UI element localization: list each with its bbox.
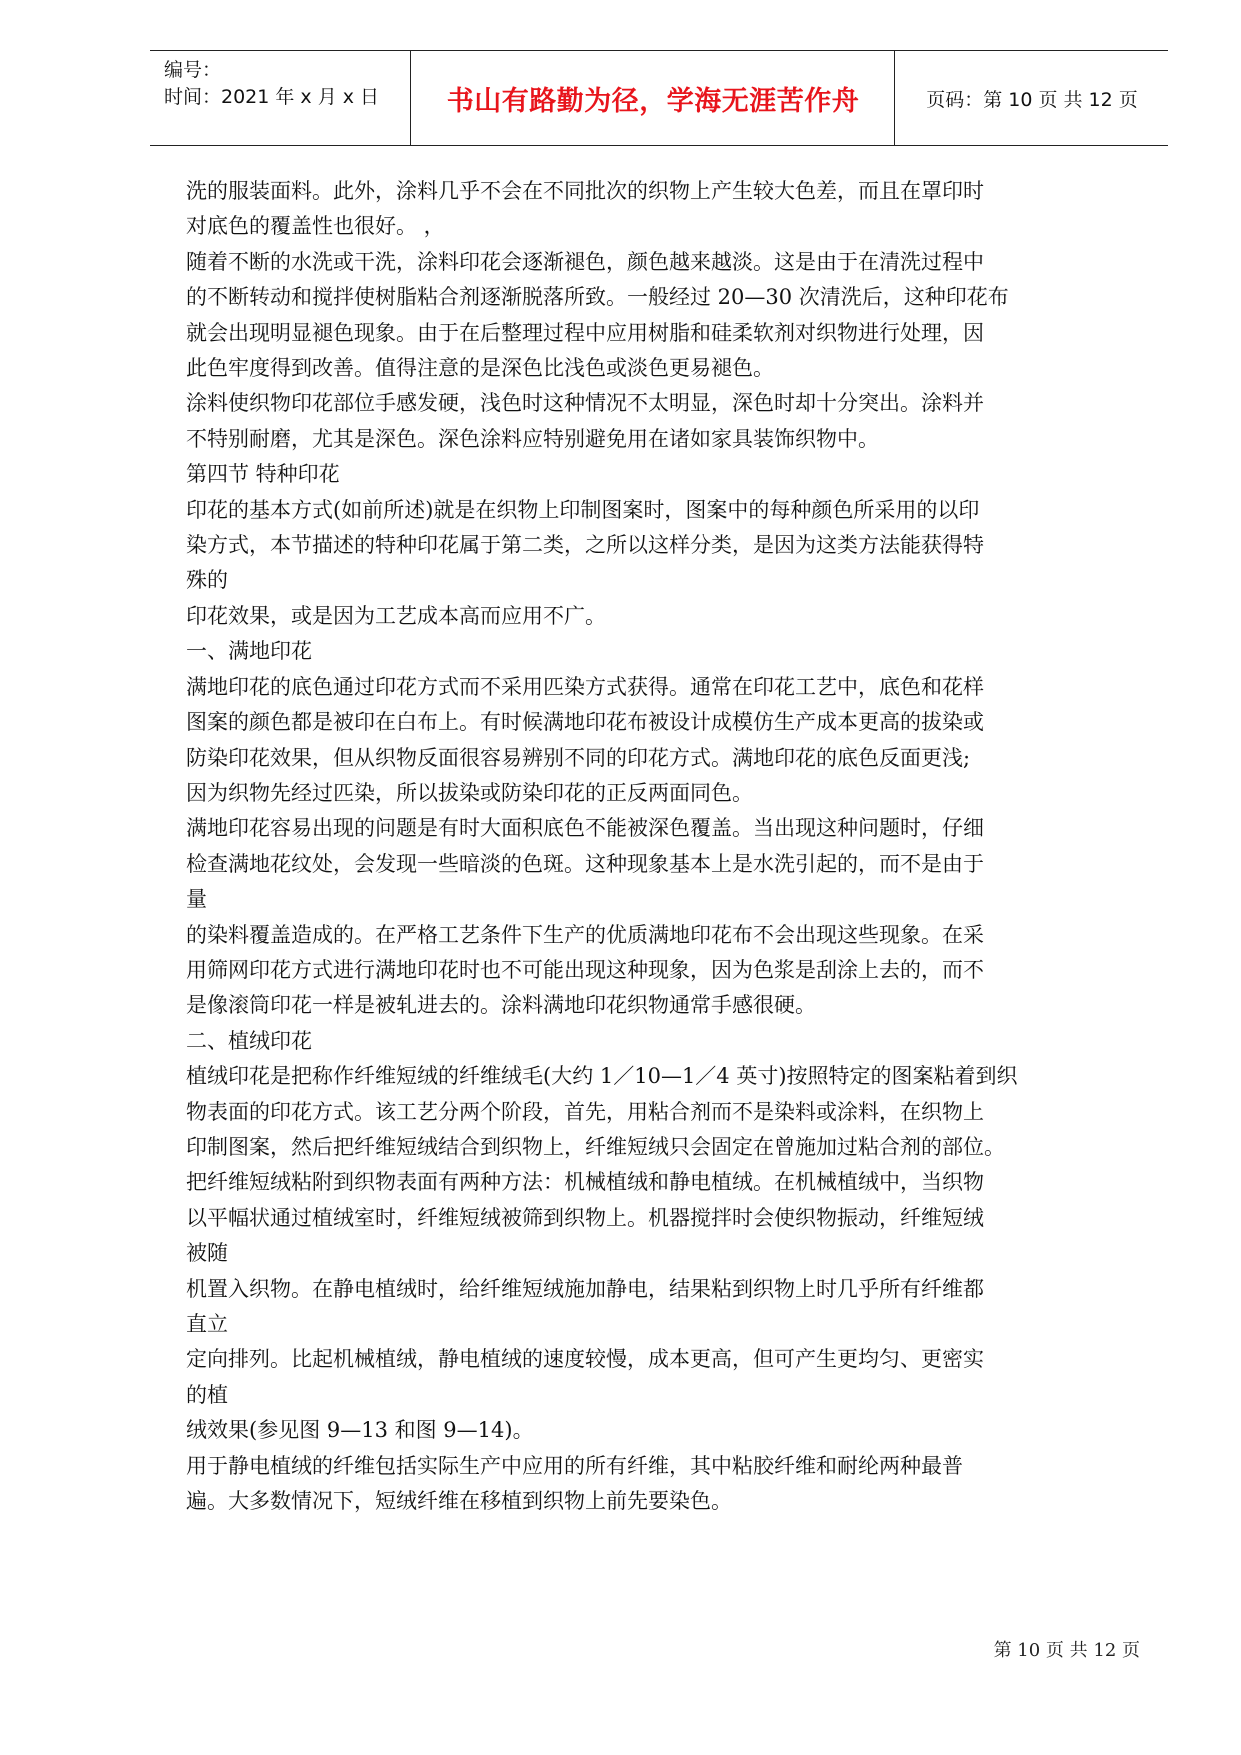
text-line: 直立 bbox=[186, 1312, 228, 1336]
text-line: 就会出现明显褪色现象。由于在后整理过程中应用树脂和硅柔软剂对织物进行处理，因 bbox=[186, 320, 984, 345]
document-number-label: 编号： bbox=[164, 59, 222, 81]
text-line: 印花效果，或是因为工艺成本高而应用不广。 bbox=[186, 603, 606, 628]
text-line: 被随 bbox=[186, 1241, 228, 1266]
text-line: 遍。大多数情况下，短绒纤维在移植到织物上前先要染色。 bbox=[186, 1489, 732, 1514]
text-line: 量 bbox=[186, 887, 207, 912]
text-line: 图案的颜色都是被印在白布上。有时候满地印花布被设计成模仿生产成本更高的拔染或 bbox=[186, 710, 984, 735]
header-page-info: 页码：第 10 页 共 12 页 bbox=[926, 88, 1138, 111]
text-line: 印制图案，然后把纤维短绒结合到织物上，纤维短绒只会固定在曾施加过粘合剂的部位。 bbox=[186, 1134, 1005, 1159]
page-footer: 第 10 页 共 12 页 bbox=[993, 1640, 1140, 1661]
text-line: 洗的服装面料。此外，涂料几乎不会在不同批次的织物上产生较大色差，而且在罩印时 bbox=[186, 179, 984, 203]
text-line: 绒效果(参见图 9—13 和图 9—14)。 bbox=[186, 1418, 534, 1443]
text-line: 因为织物先经过匹染，所以拔染或防染印花的正反两面同色。 bbox=[186, 780, 753, 805]
text-line: 一、满地印花 bbox=[186, 639, 312, 664]
text-line: 第四节 特种印花 bbox=[186, 462, 340, 487]
text-line: 的染料覆盖造成的。在严格工艺条件下生产的优质满地印花布不会出现这些现象。在采 bbox=[186, 922, 984, 947]
text-line: 满地印花的底色通过印花方式而不采用匹染方式获得。通常在印花工艺中，底色和花样 bbox=[186, 674, 984, 699]
text-line: 不特别耐磨，尤其是深色。深色涂料应特别避免用在诸如家具装饰织物中。 bbox=[186, 426, 879, 451]
text-line: 此色牢度得到改善。值得注意的是深色比浅色或淡色更易褪色。 bbox=[186, 356, 774, 381]
header-divider-right bbox=[894, 51, 895, 145]
text-line: 机置入织物。在静电植绒时，给纤维短绒施加静电，结果粘到织物上时几乎所有纤维都 bbox=[186, 1276, 984, 1301]
text-line: 用筛网印花方式进行满地印花时也不可能出现这种现象，因为色浆是刮涂上去的，而不 bbox=[186, 957, 984, 982]
text-line: 定向排列。比起机械植绒，静电植绒的速度较慢，成本更高，但可产生更均匀、更密实 bbox=[186, 1347, 984, 1372]
text-line: 的植 bbox=[186, 1382, 228, 1407]
text-line: 是像滚筒印花一样是被轧进去的。涂料满地印花织物通常手感很硬。 bbox=[186, 993, 816, 1018]
text-line: 殊的 bbox=[186, 568, 228, 593]
document-body bbox=[186, 174, 1136, 1519]
document-time-label: 时间：2021 年 x 月 x 日 bbox=[164, 86, 380, 108]
header-left-block bbox=[164, 57, 414, 111]
text-line: 满地印花容易出现的问题是有时大面积底色不能被深色覆盖。当出现这种问题时，仔细 bbox=[186, 816, 984, 841]
text-line: 二、植绒印花 bbox=[186, 1028, 312, 1053]
text-line: 的不断转动和搅拌使树脂粘合剂逐渐脱落所致。一般经过 20—30 次清洗后，这种印花布 bbox=[186, 285, 1009, 310]
text-line: 染方式，本节描述的特种印花属于第二类，之所以这样分类，是因为这类方法能获得特 bbox=[186, 533, 984, 558]
text-line: 随着不断的水洗或干洗，涂料印花会逐渐褪色，颜色越来越淡。这是由于在清洗过程中 bbox=[186, 249, 984, 274]
text-line: 用于静电植绒的纤维包括实际生产中应用的所有纤维，其中粘胶纤维和耐纶两种最普 bbox=[186, 1453, 963, 1478]
text-line: 印花的基本方式(如前所述)就是在织物上印制图案时，图案中的每种颜色所采用的以印 bbox=[186, 497, 980, 522]
text-line: 防染印花效果，但从织物反面很容易辨别不同的印花方式。满地印花的底色反面更浅; bbox=[186, 745, 971, 770]
text-line: 植绒印花是把称作纤维短绒的纤维绒毛(大约 1／10—1／4 英寸)按照特定的图案粘着到织 bbox=[186, 1064, 1018, 1089]
text-line: 物表面的印花方式。该工艺分两个阶段，首先，用粘合剂而不是染料或涂料，在织物上 bbox=[186, 1099, 984, 1124]
text-line: 对底色的覆盖性也很好。 ， bbox=[186, 214, 445, 239]
text-line: 以平幅状通过植绒室时，纤维短绒被筛到织物上。机器搅拌时会使织物振动，纤维短绒 bbox=[186, 1205, 984, 1230]
text-line: 检查满地花纹处，会发现一些暗淡的色斑。这种现象基本上是水洗引起的，而不是由于 bbox=[186, 851, 984, 876]
header-divider-left bbox=[410, 51, 411, 145]
text-line: 把纤维短绒粘附到织物表面有两种方法：机械植绒和静电植绒。在机械植绒中，当织物 bbox=[186, 1170, 984, 1195]
header-motto: 书山有路勤为径，学海无涯苦作舟 bbox=[446, 85, 860, 117]
page-header bbox=[150, 50, 1168, 146]
text-line: 涂料使织物印花部位手感发硬，浅色时这种情况不太明显，深色时却十分突出。涂料并 bbox=[186, 391, 984, 416]
